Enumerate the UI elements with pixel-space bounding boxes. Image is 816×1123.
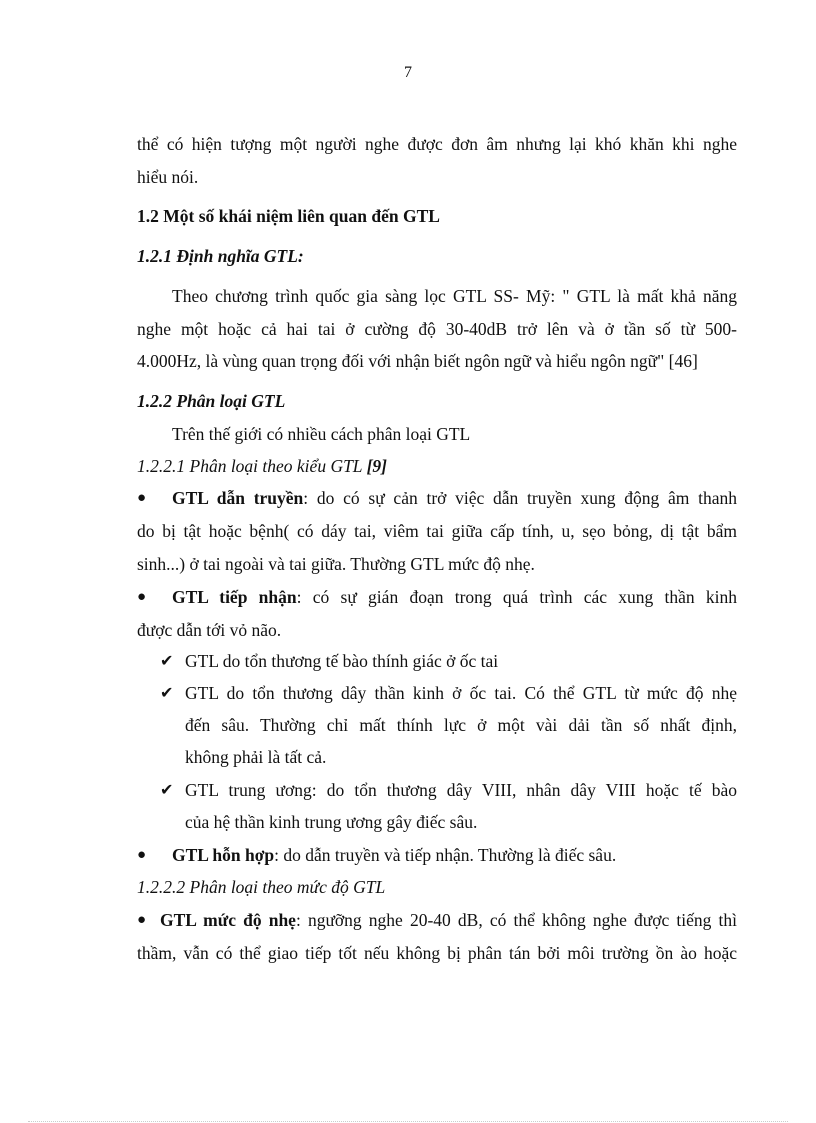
paragraph-line: sinh...) ở tai ngoài và tai giữa. Thường GTL mức độ nhẹ. xyxy=(137,554,535,574)
checkmark-icon: ✔ xyxy=(160,683,174,702)
paragraph-line: 4.000Hz, là vùng quan trọng đối với nhận biết ngôn ngữ và hiểu ngôn ngữ" [46] xyxy=(137,351,698,371)
section-heading: 1.2 Một số khái niệm liên quan đến GTL xyxy=(137,206,440,226)
bullet-icon: ● xyxy=(137,490,147,506)
paragraph-line: do bị tật hoặc bệnh( có dáy tai, viêm tai giữa cấp tính, u, sẹo bỏng, dị tật bẩm xyxy=(137,521,737,541)
checkmark-icon: ✔ xyxy=(160,780,174,799)
bullet-text xyxy=(172,488,737,508)
subsection-heading: 1.2.1 Định nghĩa GTL: xyxy=(137,246,304,266)
bullet-term: GTL mức độ nhẹ xyxy=(160,910,296,930)
paragraph-line: Theo chương trình quốc gia sàng lọc GTL SS- Mỹ: " GTL là mất khả năng xyxy=(172,286,737,306)
bullet-icon: ● xyxy=(137,847,147,863)
subsubsection-heading xyxy=(137,456,737,476)
subsubsection-heading: 1.2.2.2 Phân loại theo mức độ GTL xyxy=(137,877,386,897)
bullet-body: : có sự gián đoạn trong quá trình các xung thần kinh xyxy=(296,587,738,607)
footer-rule xyxy=(28,1121,788,1122)
subsection-heading: 1.2.2 Phân loại GTL xyxy=(137,391,286,411)
bullet-term: GTL tiếp nhận xyxy=(172,587,297,607)
bullet-body: : do có sự cản trở việc dẫn truyền xung động âm thanh xyxy=(303,488,737,508)
paragraph-line: nghe một hoặc cả hai tai ở cường độ 30-40dB trở lên và ở tần số từ 500- xyxy=(137,319,737,339)
bullet-body: : ngưỡng nghe 20-40 dB, có thể không nghe được tiếng thì xyxy=(295,910,737,930)
check-text: GTL do tổn thương dây thần kinh ở ốc tai. Có thể GTL từ mức độ nhẹ xyxy=(185,683,737,703)
bullet-text xyxy=(172,587,737,607)
check-continuation: của hệ thần kinh trung ương gây điếc sâu. xyxy=(185,812,478,832)
check-continuation: đến sâu. Thường chỉ mất thính lực ở một vài dải tần số nhất định, xyxy=(185,715,737,735)
paragraph-line: được dẫn tới vỏ não. xyxy=(137,620,282,640)
heading-text: 1.2.2.1 Phân loại theo kiểu GTL xyxy=(137,456,367,476)
bullet-icon: ● xyxy=(137,589,147,605)
citation-ref: [9] xyxy=(366,456,388,476)
check-continuation: không phải là tất cả. xyxy=(185,747,327,767)
bullet-term: GTL dẫn truyền xyxy=(172,488,304,508)
bullet-term: GTL hỗn hợp xyxy=(172,845,275,865)
bullet-icon: ● xyxy=(137,912,147,928)
page-number: 7 xyxy=(404,64,412,81)
bullet-text xyxy=(172,845,737,865)
bullet-text xyxy=(160,910,737,930)
check-text: GTL do tổn thương tế bào thính giác ở ốc tai xyxy=(185,651,499,671)
paragraph-line: thầm, vẫn có thể giao tiếp tốt nếu không bị phân tán bởi môi trường ồn ào hoặc xyxy=(137,943,737,963)
paragraph-line: thể có hiện tượng một người nghe được đơn âm nhưng lại khó khăn khi nghe xyxy=(137,134,737,154)
bullet-body: : do dẫn truyền và tiếp nhận. Thường là điếc sâu. xyxy=(274,845,617,865)
check-text: GTL trung ương: do tổn thương dây VIII, nhân dây VIII hoặc tế bào xyxy=(185,780,737,800)
paragraph-line: hiểu nói. xyxy=(137,167,199,187)
paragraph-line: Trên thế giới có nhiều cách phân loại GTL xyxy=(172,424,471,444)
checkmark-icon: ✔ xyxy=(160,651,174,670)
